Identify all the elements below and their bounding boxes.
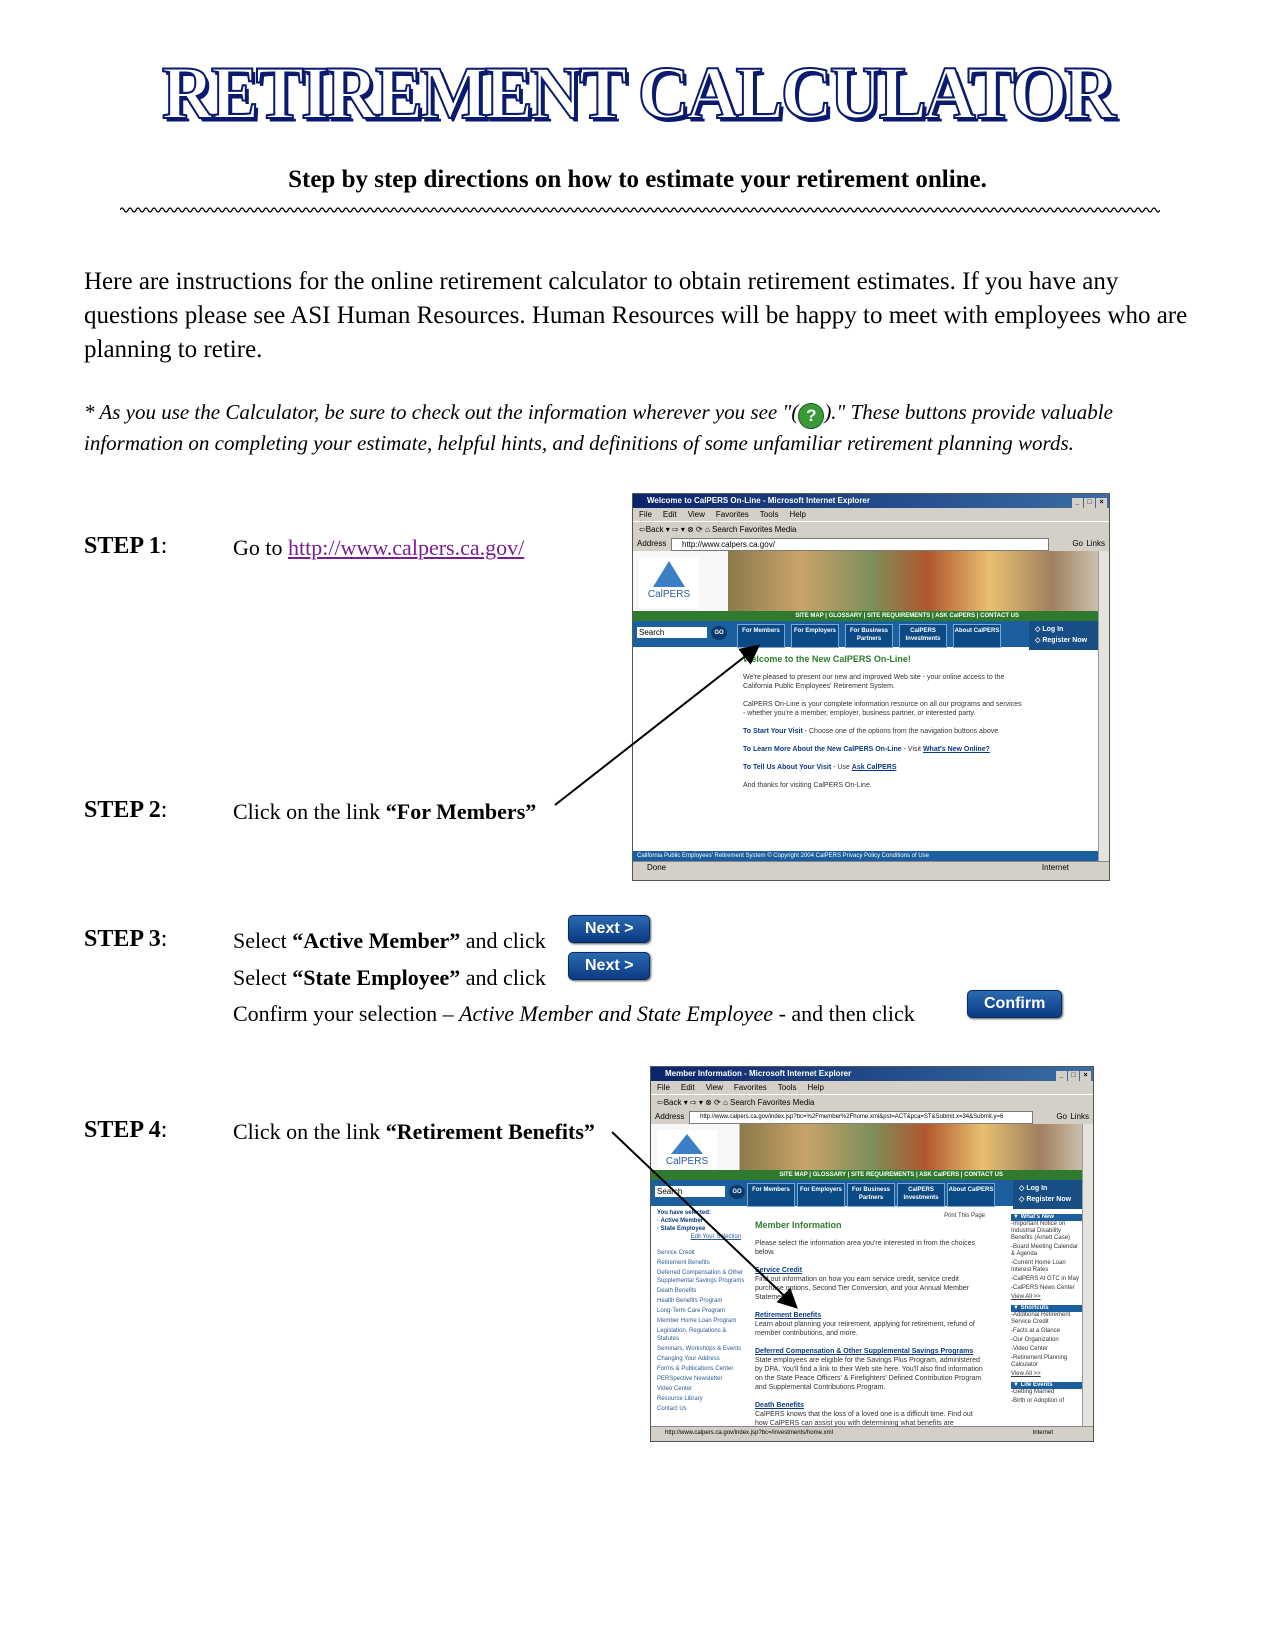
nav-about-calpers: About CalPERS: [953, 624, 1001, 648]
search-go-button: GO: [711, 626, 727, 640]
step-3-label: STEP 3:: [84, 926, 168, 952]
arrow-to-for-members: [555, 647, 757, 805]
whats-new-item: -CalPERS News Center: [1011, 1285, 1075, 1291]
left-nav-item: Seminars, Workshops & Events: [657, 1346, 742, 1352]
next-button-2[interactable]: Next >: [568, 952, 650, 980]
step-2-text: Click on the link “For Members”: [233, 799, 537, 824]
menu-bar: File Edit View Favorites Tools Help: [639, 510, 806, 519]
whats-new-item: -Important Notice on Industrial Disability Benefits (Arnett Case): [1011, 1221, 1071, 1241]
maximize-icon: □: [1068, 1071, 1079, 1081]
step-4-text: Click on the link “Retirement Benefits”: [233, 1119, 595, 1144]
shortcut-item: -Additional Retirement Service Credit: [1011, 1312, 1071, 1325]
intro-paragraph: Here are instructions for the online retirement calculator to obtain retirement estimates. If you have any questions please see ASI Human Resources. Human Resources will be happy to meet with employees who are planning to retire.: [84, 268, 1188, 363]
nav-for-business-partners: For Business Partners: [847, 1183, 895, 1207]
shortcut-item: -Facts at a Glance: [1011, 1328, 1061, 1334]
status-bar: Done Internet: [633, 861, 1109, 874]
close-icon: ×: [1096, 498, 1107, 508]
left-nav-item: Deferred Compensation & Other Supplemental Savings Programs: [657, 1270, 745, 1284]
left-nav-item: Health Benefits Program: [657, 1298, 723, 1304]
top-nav-links: SITE MAP | GLOSSARY | SITE REQUIREMENTS | ASK CalPERS | CONTACT US: [651, 1170, 1093, 1180]
calpers-link[interactable]: http://www.calpers.ca.gov/: [288, 535, 525, 560]
left-nav-item: Long-Term Care Program: [657, 1308, 726, 1314]
left-nav-item: Video Center: [657, 1386, 692, 1392]
step-3-line-1: Select “Active Member” and click: [233, 928, 546, 953]
step-3-line-3: Confirm your selection – Active Member and State Employee - and then click: [233, 1001, 915, 1026]
minimize-icon: _: [1056, 1071, 1067, 1081]
step-1-label: STEP 1:: [84, 533, 168, 559]
left-nav-item: Retirement Benefits: [657, 1260, 710, 1266]
help-note-before: * As you use the Calculator, be sure to check out the information wherever you see "(: [84, 400, 799, 424]
login-panel: ◇ Log In ◇ Register Now: [1013, 1180, 1093, 1209]
browser-toolbar: ⇦Back ▾ ⇨ ▾ ⊗ ⟳ ⌂ Search Favorites Media: [633, 521, 1109, 537]
window-title-bar: Welcome to CalPERS On-Line - Microsoft Internet Explorer _ □ ×: [633, 494, 1109, 508]
help-question-icon: ?: [798, 403, 824, 429]
nav-for-employers: For Employers: [791, 624, 839, 648]
nav-about-calpers: About CalPERS: [947, 1183, 995, 1207]
member-left-nav: You have selected: · Active Member · State Employee Edit Your Selection Service Credit Retirement Benefits Deferred Compensation & Other Supplemental Savings Programs Death Benefits Health Benefits Program Long-Term Care Program Member Home Loan Program Legislation, Regulations & Statutes Seminars, Workshops & Events Changing Your Address Forms & Publications Center PERSpective Newsletter Video Center Resource Library Contact Us: [657, 1210, 745, 1412]
left-nav-item: PERSpective Newsletter: [657, 1376, 723, 1382]
document-subtitle: Step by step directions on how to estimate your retirement online.: [288, 166, 987, 193]
left-nav-item: Legislation, Regulations & Statutes: [657, 1328, 727, 1342]
browser-toolbar: ⇦Back ▾ ⇨ ▾ ⊗ ⟳ ⌂ Search Favorites Media: [651, 1094, 1093, 1110]
arrow-to-retirement-benefits: [612, 1132, 795, 1306]
page-footer: California Public Employees' Retirement System © Copyright 2004 CalPERS Privacy Policy Conditions of Use: [633, 851, 1099, 861]
minimize-icon: _: [1072, 498, 1083, 508]
left-nav-item: Member Home Loan Program: [657, 1318, 737, 1324]
left-nav-item: Service Credit: [657, 1250, 695, 1256]
left-nav-item: Contact Us: [657, 1406, 687, 1412]
menu-bar: File Edit View Favorites Tools Help: [657, 1083, 824, 1092]
nav-calpers-investments: CalPERS Investments: [899, 624, 947, 648]
left-nav-item: Forms & Publications Center: [657, 1366, 734, 1372]
step-2-label: STEP 2:: [84, 797, 168, 823]
step-3-line-2: Select “State Employee” and click: [233, 965, 546, 990]
address-bar: Address http://www.calpers.ca.gov/ Go Links: [637, 539, 1105, 549]
nav-for-members: For Members: [747, 1183, 795, 1207]
document-title: RETIREMENT CALCULATOR: [161, 50, 1114, 135]
search-input: Search: [655, 1186, 725, 1197]
life-event-item: -Getting Married: [1011, 1389, 1055, 1395]
for-members-label: “For Members”: [385, 799, 537, 824]
login-panel: ◇ Log In ◇ Register Now: [1029, 621, 1109, 650]
shortcut-item: -Our Organization: [1011, 1337, 1059, 1343]
calpers-logo: CalPERS: [639, 557, 699, 609]
nav-for-employers: For Employers: [797, 1183, 845, 1207]
retirement-benefits-label: “Retirement Benefits”: [385, 1119, 595, 1144]
help-note-after: )." These buttons provide valuable information on completing your estimate, helpful hints, and definitions of some unfamiliar retirement planning words.: [84, 400, 1113, 455]
calpers-logo: CalPERS: [657, 1130, 717, 1170]
whats-new-item: -Current Home Loan Interest Rates: [1011, 1260, 1066, 1273]
search-input: Search: [637, 627, 707, 638]
next-button-1[interactable]: Next >: [568, 915, 650, 943]
left-nav-item: Resource Library: [657, 1396, 703, 1402]
shortcut-item: -Retirement Planning Calculator: [1011, 1355, 1068, 1368]
shortcut-item: -Video Center: [1011, 1346, 1048, 1352]
whats-new-item: -CalPERS At GTC in May: [1011, 1276, 1080, 1282]
address-bar: Address http://www.calpers.ca.gov/index.jsp?bc=%2Fmember%2Fhome.xml&pst=ACT&pca=ST&Submit.x=34&Submit.y=6 Go Links: [651, 1110, 1093, 1124]
maximize-icon: □: [1084, 498, 1095, 508]
nav-for-business-partners: For Business Partners: [845, 624, 893, 648]
step-1-text: Go to http://www.calpers.ca.gov/: [233, 535, 525, 560]
window-title-bar: Member Information - Microsoft Internet Explorer _ □ ×: [651, 1067, 1093, 1081]
left-nav-item: Changing Your Address: [657, 1356, 720, 1362]
close-icon: ×: [1080, 1071, 1091, 1081]
whats-new-item: -Board Meeting Calendar & Agenda: [1011, 1244, 1079, 1257]
confirm-button[interactable]: Confirm: [967, 990, 1062, 1018]
nav-calpers-investments: CalPERS Investments: [897, 1183, 945, 1207]
life-event-item: -Birth or Adoption of: [1011, 1398, 1065, 1404]
welcome-content: Welcome to the New CalPERS On-Line! We're pleased to present our new and improved Web site - your online access to the California Public Employees' Retirement System. CalPERS On-Line is your complete information resource on all our programs and services - whether you're a member, employer, business partner, or interested party. To Start Your Visit - Choose one of the options from the navigation buttons above. To Learn More About the New CalPERS On-Line - Visit What's New Online? To Tell Us About Your Visit - Use Ask CalPERS And thanks for visiting CalPERS On-Line.: [743, 654, 1022, 789]
left-nav-item: Death Benefits: [657, 1288, 697, 1294]
nav-for-members: For Members: [737, 624, 785, 648]
step-4-label: STEP 4:: [84, 1117, 168, 1143]
retirement-benefits-link: Retirement Benefits: [755, 1312, 822, 1319]
status-bar: http://www.calpers.ca.gov/index.jsp?bc=/investments/home.xml Internet: [651, 1426, 1093, 1439]
search-go-button: GO: [729, 1185, 745, 1199]
member-content: Print This Page Member Information Please select the information area you're interested in from the choices below. Service Credit Find out information on how you earn service credit, service credit purchase options, Second Tier Conversion, and your Annual Member Statement. Retirement Benefits Learn about planning your retirement, applying for retirement, refund of member contributions, and more. Deferred Compensation & Other Supplemental Savings Programs State employees are eligible for the Savings Plus Program, administered by DPA. You'll find a link to their Web site here. You'll also find information on the State Peace Officers' & Firefighters' Defined Contribution Program and Supplemental Contributions Program. Death Benefits CalPERS knows that the loss of a loved one is a difficult time. Find out how CalPERS can assist you with determining what benefits are: [755, 1213, 985, 1427]
top-nav-links: SITE MAP | GLOSSARY | SITE REQUIREMENTS | ASK CalPERS | CONTACT US: [633, 611, 1109, 621]
member-right-column: ▼ What's New -Important Notice on Industrial Disability Benefits (Arnett Case) -Board Meeting Calendar & Agenda -Current Home Loan Interest Rates -CalPERS At GTC in May -CalPERS News Center View All >> ▼ Shortcuts -Additional Retirement Service Credit -Facts at a Glance -Our Organization -Video Center -Retirement Planning Calculator View All >> ▼ Life Events -Getting Married -Birth or Adoption of: [1011, 1210, 1083, 1407]
